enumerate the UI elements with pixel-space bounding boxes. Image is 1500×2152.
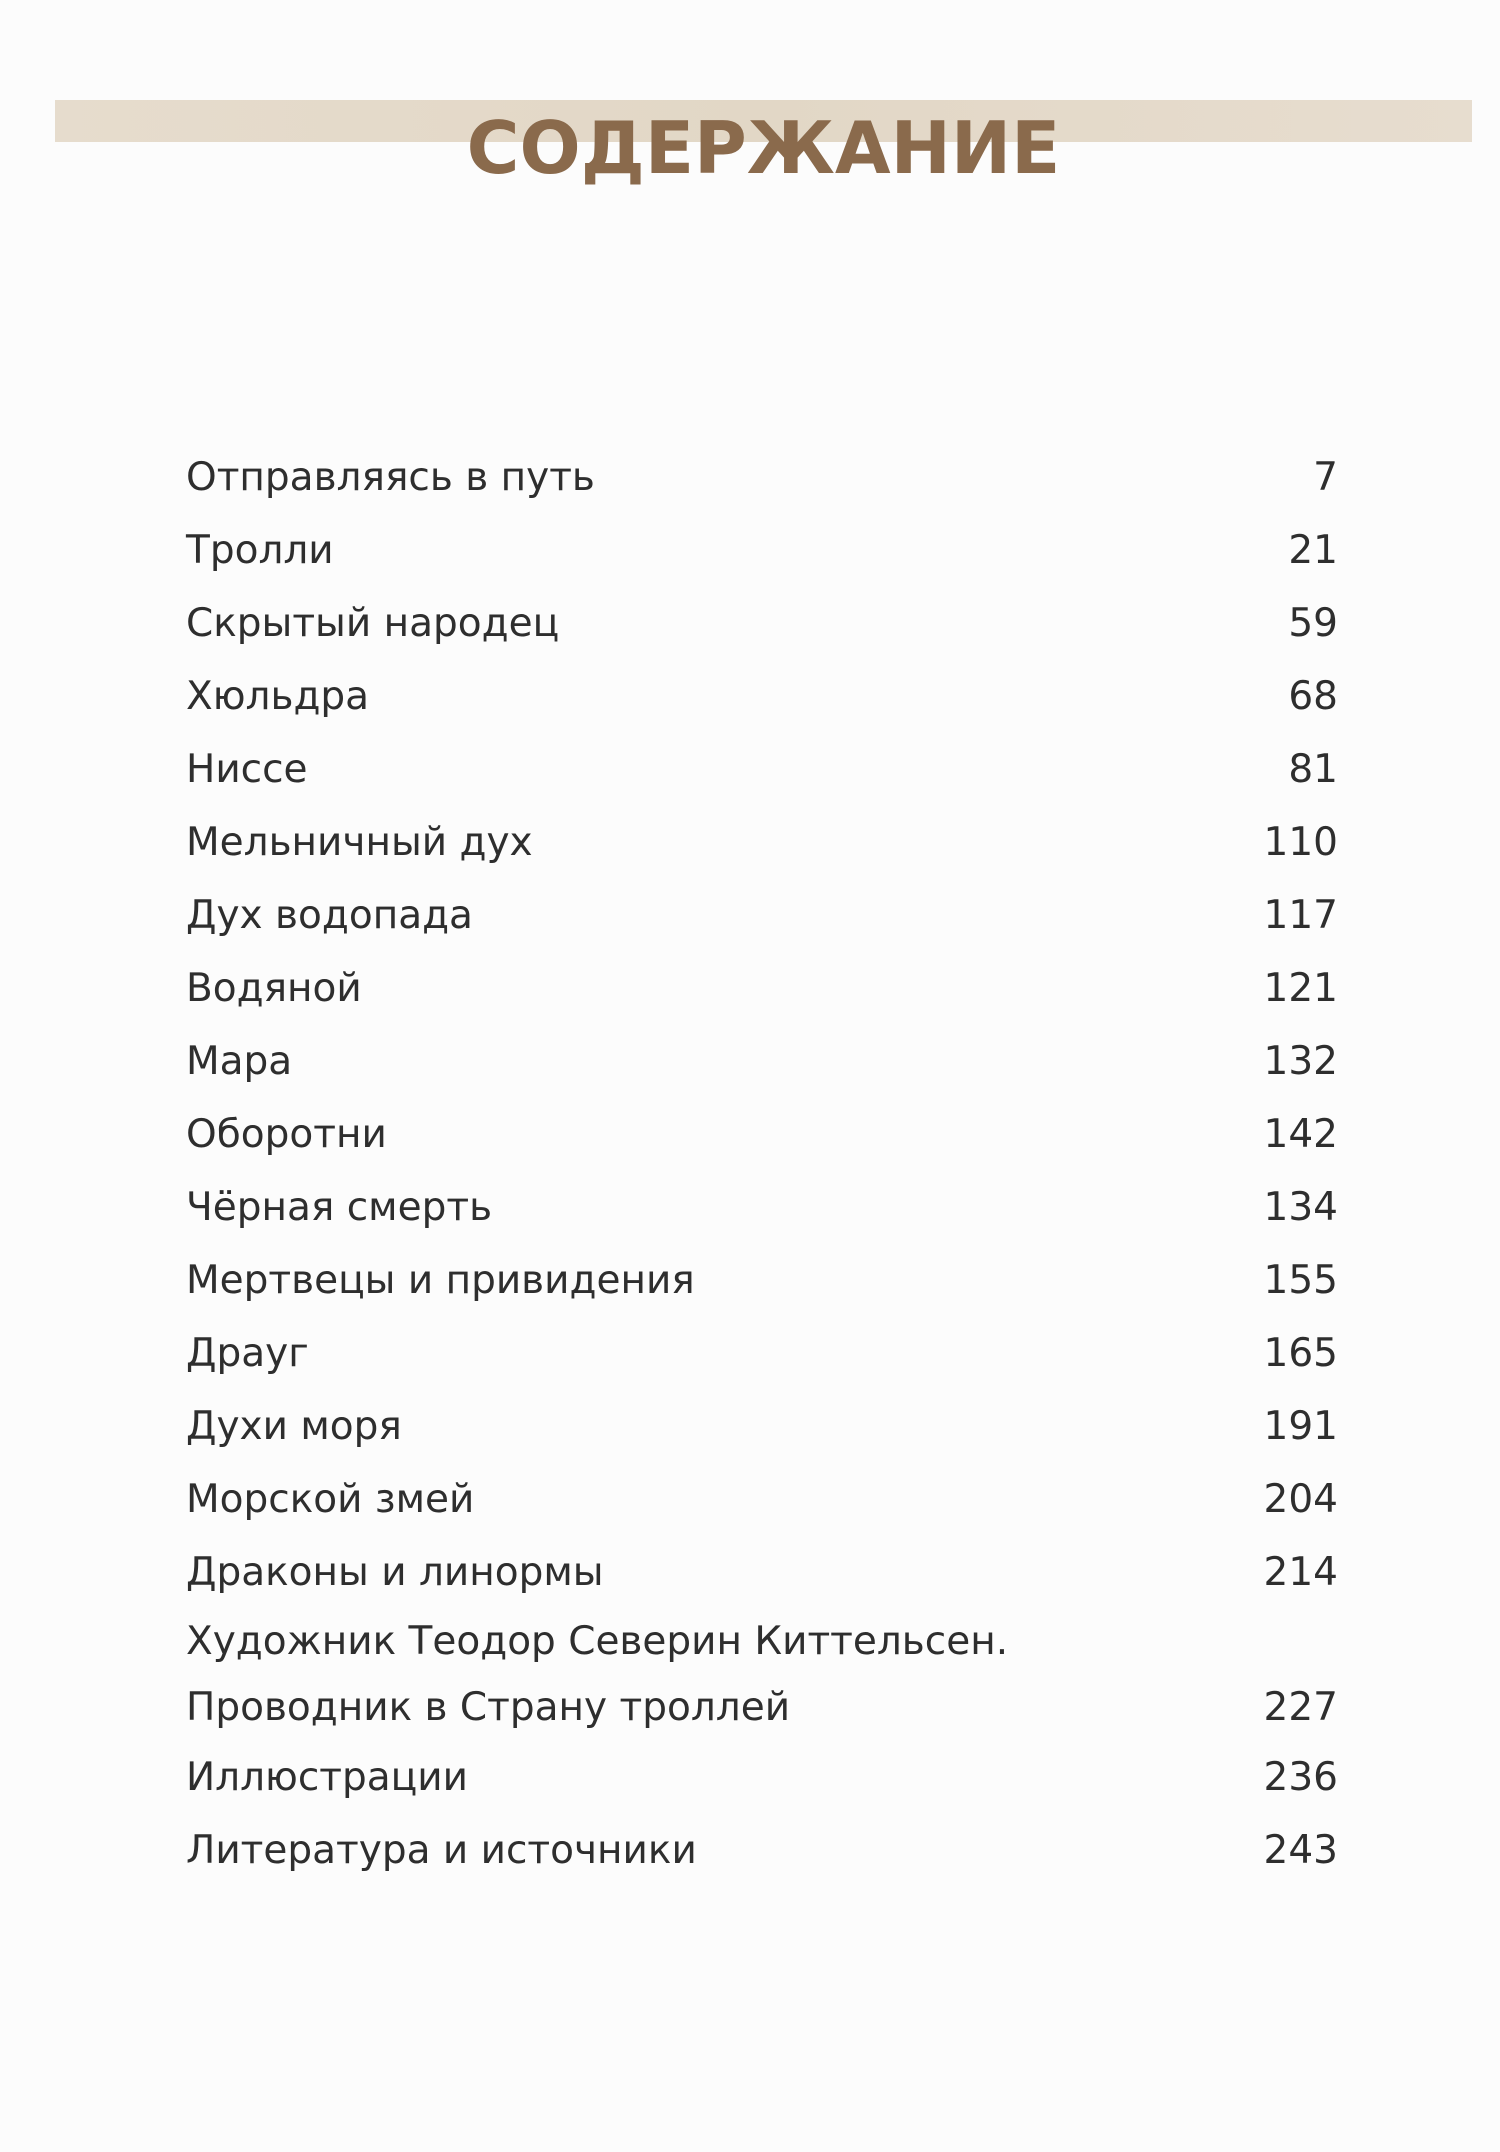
toc-entry-page: 132	[1263, 1039, 1338, 1084]
table-of-contents	[186, 441, 1338, 1887]
toc-entry-title-line: Художник Теодор Северин Киттельсен.	[186, 1619, 1009, 1664]
toc-entry-page: 121	[1263, 966, 1338, 1011]
toc-entry-title	[186, 1609, 1218, 1741]
toc-entry-title: Морской змей	[186, 1477, 475, 1522]
toc-entry-title: Дух водопада	[186, 893, 473, 938]
toc-entry	[186, 1025, 1338, 1098]
toc-entry	[186, 1317, 1338, 1390]
toc-entry	[186, 1609, 1338, 1741]
toc-entry	[186, 441, 1338, 514]
toc-entry	[186, 1463, 1338, 1536]
toc-entry-page: 110	[1263, 820, 1338, 865]
toc-entry	[186, 952, 1338, 1025]
toc-entry-title: Духи моря	[186, 1404, 402, 1449]
toc-entry	[186, 1390, 1338, 1463]
toc-entry-page: 155	[1263, 1258, 1338, 1303]
toc-entry-page: 59	[1288, 601, 1338, 646]
toc-entry-title: Ниссе	[186, 747, 308, 792]
toc-entry-title: Мара	[186, 1039, 293, 1084]
toc-entry	[186, 733, 1338, 806]
toc-entry	[186, 587, 1338, 660]
toc-entry-title: Оборотни	[186, 1112, 387, 1157]
toc-entry-title: Чёрная смерть	[186, 1185, 493, 1230]
toc-entry-page: 142	[1263, 1112, 1338, 1157]
toc-entry-page: 117	[1263, 893, 1338, 938]
toc-entry	[186, 879, 1338, 952]
toc-entry-page: 227	[1263, 1685, 1338, 1730]
toc-entry-title: Драконы и линормы	[186, 1550, 604, 1595]
toc-entry-title-line: Проводник в Страну троллей	[186, 1685, 791, 1730]
toc-entry	[186, 1536, 1338, 1609]
toc-entry	[186, 1741, 1338, 1814]
toc-entry-page: 165	[1263, 1331, 1338, 1376]
toc-entry-page: 236	[1263, 1755, 1338, 1800]
toc-entry-page: 191	[1263, 1404, 1338, 1449]
toc-entry	[186, 1171, 1338, 1244]
toc-entry	[186, 1244, 1338, 1317]
toc-entry-page: 7	[1313, 455, 1338, 500]
toc-entry	[186, 1814, 1338, 1887]
toc-entry-page: 68	[1288, 674, 1338, 719]
toc-entry-page: 243	[1263, 1828, 1338, 1873]
toc-entry-title: Драуг	[186, 1331, 309, 1376]
toc-entry-title: Хюльдра	[186, 674, 370, 719]
toc-entry	[186, 514, 1338, 587]
toc-entry-title: Литература и источники	[186, 1828, 697, 1873]
toc-entry-page: 81	[1288, 747, 1338, 792]
toc-entry-title: Скрытый народец	[186, 601, 560, 646]
toc-entry-title: Иллюстрации	[186, 1755, 468, 1800]
toc-entry-page: 21	[1288, 528, 1338, 573]
toc-entry-title: Водяной	[186, 966, 362, 1011]
toc-entry-title: Тролли	[186, 528, 334, 573]
toc-entry-page: 134	[1263, 1185, 1338, 1230]
toc-entry-page: 204	[1263, 1477, 1338, 1522]
toc-entry-title: Мертвецы и привидения	[186, 1258, 695, 1303]
page-title: СОДЕРЖАНИЕ	[466, 106, 1061, 190]
toc-entry	[186, 806, 1338, 879]
toc-entry-title: Отправляясь в путь	[186, 455, 595, 500]
toc-entry	[186, 1098, 1338, 1171]
toc-entry-page: 214	[1263, 1550, 1338, 1595]
toc-entry-title: Мельничный дух	[186, 820, 533, 865]
toc-entry	[186, 660, 1338, 733]
